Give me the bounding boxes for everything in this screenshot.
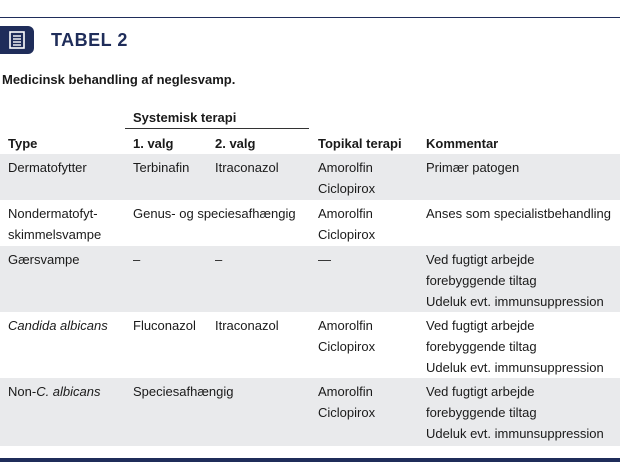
group-header-rule xyxy=(125,128,309,129)
column-header-valg2: 2. valg xyxy=(215,136,256,151)
table-badge xyxy=(0,26,34,54)
column-header-valg1: 1. valg xyxy=(133,136,174,151)
table-row xyxy=(0,154,620,200)
cell-type: Candida albicans xyxy=(8,318,108,333)
cell-kommentar: Ved fugtigt arbejde forebyggende tiltag Udeluk evt. immunsuppression xyxy=(426,318,604,375)
cell-kommentar: Ved fugtigt arbejde forebyggende tiltag Udeluk evt. immunsuppression xyxy=(426,384,604,441)
cell-valg1: Fluconazol xyxy=(133,318,196,333)
cell-valg2: – xyxy=(215,252,223,267)
cell-valg2: Itraconazol xyxy=(215,160,279,175)
group-header-systemisk: Systemisk terapi xyxy=(133,110,237,125)
cell-kommentar: Primær patogen xyxy=(426,160,520,175)
cell-topikal: — xyxy=(318,252,331,267)
cell-valg1: – xyxy=(133,252,141,267)
document-list-icon xyxy=(9,31,25,49)
table-caption: Medicinsk behandling af neglesvamp. xyxy=(2,72,236,87)
table-title: TABEL 2 xyxy=(51,30,128,50)
bottom-rule xyxy=(0,458,620,462)
column-header-topikal: Topikal terapi xyxy=(318,136,402,151)
cell-valg1: Speciesafhængig xyxy=(133,384,234,399)
cell-valg1: Genus- og speciesafhængig xyxy=(133,206,296,221)
cell-topikal: Amorolfin Ciclopirox xyxy=(318,206,376,242)
table-row xyxy=(0,312,620,378)
table-row xyxy=(0,246,620,312)
table-row xyxy=(0,378,620,446)
cell-type: Nondermatofyt- skimmelsvampe xyxy=(8,206,102,242)
top-rule xyxy=(0,17,620,18)
table-row xyxy=(0,200,620,246)
cell-type: Gærsvampe xyxy=(8,252,80,267)
cell-topikal: Amorolfin Ciclopirox xyxy=(318,384,376,420)
cell-kommentar: Anses som specialistbehandling xyxy=(426,206,611,221)
cell-kommentar: Ved fugtigt arbejde forebyggende tiltag Udeluk evt. immunsuppression xyxy=(426,252,604,309)
cell-type: Dermatofytter xyxy=(8,160,87,175)
column-header-kommentar: Kommentar xyxy=(426,136,499,151)
cell-type: Non-C. albicans xyxy=(8,384,101,399)
column-header-type: Type xyxy=(8,136,38,151)
cell-valg1: Terbinafin xyxy=(133,160,190,175)
cell-topikal: Amorolfin Ciclopirox xyxy=(318,318,376,354)
cell-valg2: Itraconazol xyxy=(215,318,279,333)
cell-topikal: Amorolfin Ciclopirox xyxy=(318,160,376,196)
